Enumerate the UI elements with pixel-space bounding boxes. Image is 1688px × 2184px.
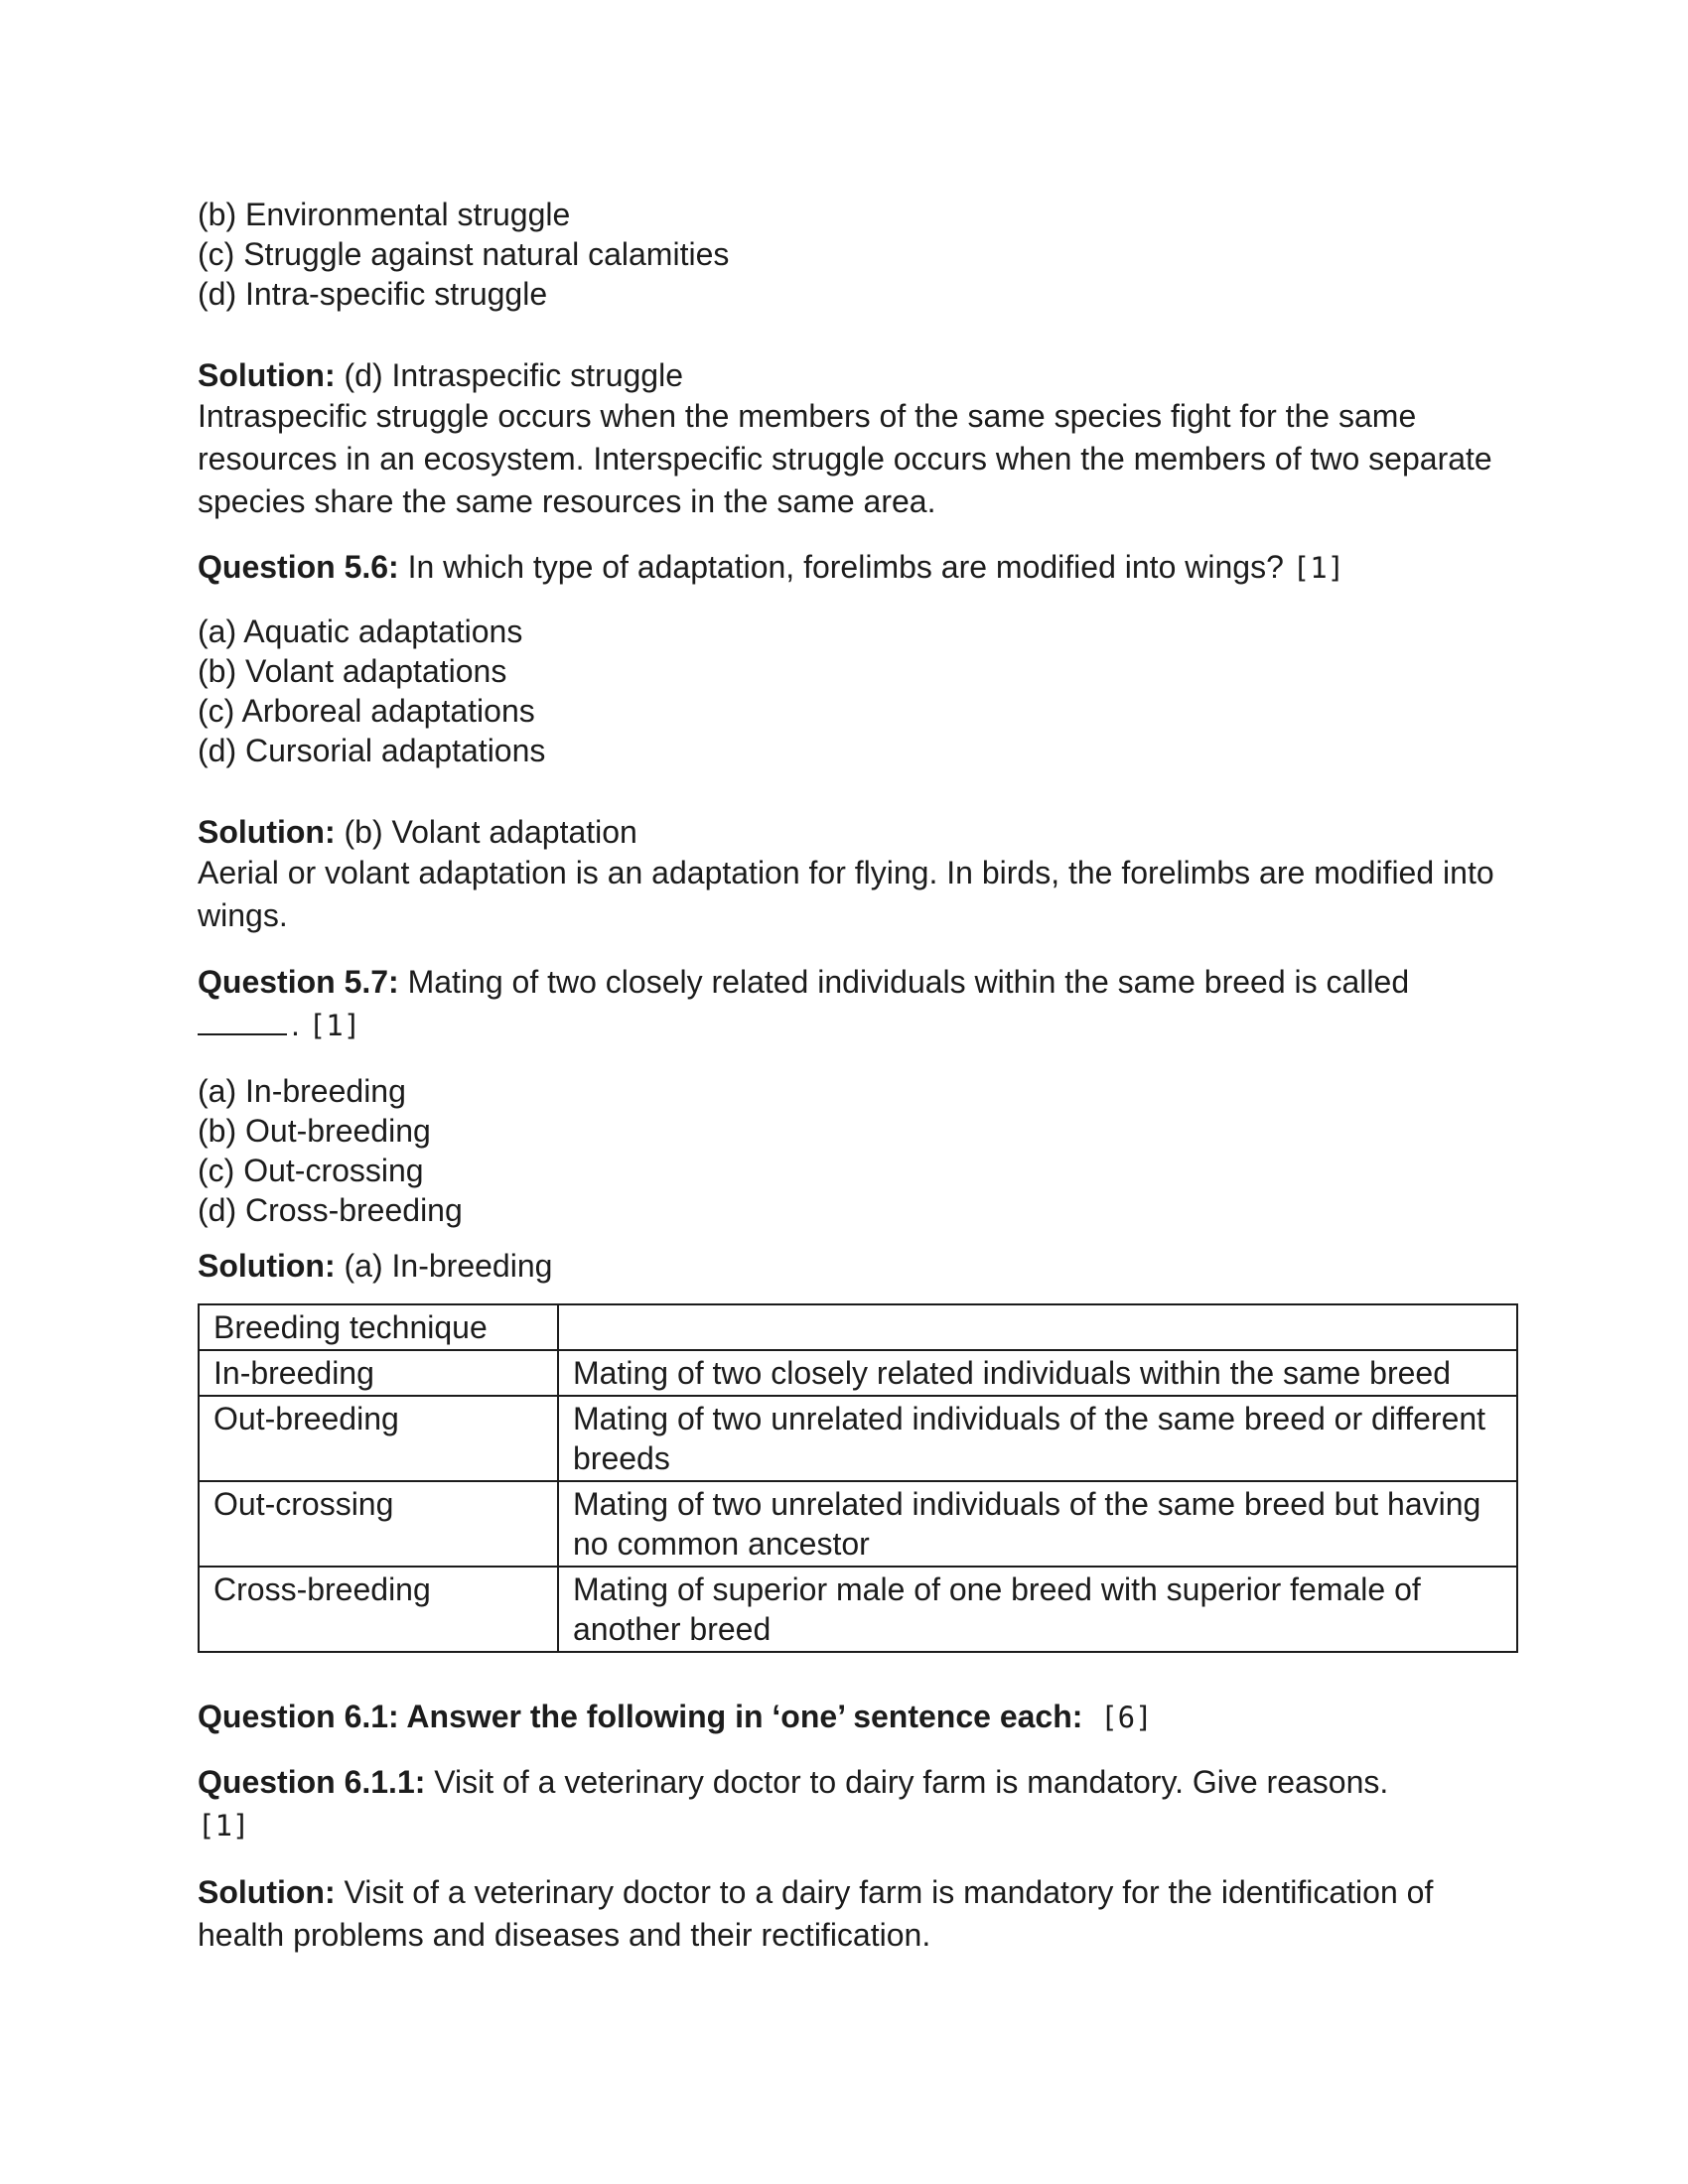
marks: [1]	[1292, 551, 1345, 585]
q611-solution	[198, 1871, 1518, 1957]
question-label: Question 5.6:	[198, 549, 399, 585]
table-row	[199, 1567, 1517, 1652]
option: (d) Cross-breeding	[198, 1192, 463, 1228]
document-page	[198, 195, 1518, 1957]
solution-explanation: Intraspecific struggle occurs when the members of the same species fight for the same resources in an ecosystem. Interspecific struggle occurs when the members of two separate species share the same resources in the same area.	[198, 398, 1492, 519]
q56-solution	[198, 812, 1518, 937]
solution-answer: (a) In-breeding	[344, 1248, 553, 1284]
question-6-1-1	[198, 1761, 1518, 1847]
table-cell: In-breeding	[199, 1350, 558, 1396]
question-text: Visit of a veterinary doctor to dairy farm is mandatory. Give reasons.	[434, 1764, 1389, 1800]
table-header-cell: Breeding technique	[199, 1304, 558, 1350]
q57-solution	[198, 1246, 1518, 1286]
option: (c) Out-crossing	[198, 1153, 424, 1188]
option: (d) Intra-specific struggle	[198, 276, 548, 312]
blank-suffix: .	[291, 1007, 300, 1042]
question-label: Question 6.1: Answer the following in ‘one’ sentence each:	[198, 1699, 1083, 1734]
option: (d) Cursorial adaptations	[198, 733, 546, 768]
option: (b) Volant adaptations	[198, 653, 507, 689]
question-5-6	[198, 547, 1518, 588]
option: (c) Struggle against natural calamities	[198, 236, 730, 272]
option: (a) Aquatic adaptations	[198, 614, 523, 649]
table-cell: Cross-breeding	[199, 1567, 558, 1652]
question-text: In which type of adaptation, forelimbs are modified into wings?	[407, 549, 1284, 585]
q57-options	[198, 1071, 1518, 1230]
breeding-technique-table	[198, 1303, 1518, 1653]
q55-options	[198, 195, 1518, 314]
table-row	[199, 1396, 1517, 1481]
solution-answer: (b) Volant adaptation	[344, 814, 637, 850]
question-label: Question 5.7:	[198, 964, 399, 1000]
option: (a) In-breeding	[198, 1073, 406, 1109]
table-row	[199, 1350, 1517, 1396]
table-header-cell	[558, 1304, 1517, 1350]
q55-solution	[198, 355, 1518, 523]
option: (b) Environmental struggle	[198, 197, 571, 232]
option: (b) Out-breeding	[198, 1113, 431, 1149]
question-text: Mating of two closely related individuals within the same breed is called	[407, 964, 1410, 1000]
solution-explanation: Visit of a veterinary doctor to a dairy farm is mandatory for the identification of health problems and diseases and their rectification.	[198, 1874, 1434, 1953]
table-header-row	[199, 1304, 1517, 1350]
solution-label: Solution:	[198, 814, 336, 850]
marks: [6]	[1100, 1701, 1153, 1734]
question-label: Question 6.1.1:	[198, 1764, 426, 1800]
q56-options	[198, 612, 1518, 770]
solution-paragraph	[198, 1871, 1518, 1957]
solution-label: Solution:	[198, 1874, 336, 1910]
table-cell: Mating of two unrelated individuals of the same breed but having no common ancestor	[558, 1481, 1517, 1567]
marks: [1]	[198, 1809, 250, 1843]
table-cell: Mating of superior male of one breed with superior female of another breed	[558, 1567, 1517, 1652]
solution-label: Solution:	[198, 357, 336, 393]
solution-answer: (d) Intraspecific struggle	[344, 357, 683, 393]
table-row	[199, 1481, 1517, 1567]
solution-label: Solution:	[198, 1248, 336, 1284]
option: (c) Arboreal adaptations	[198, 693, 535, 729]
table-cell: Mating of two unrelated individuals of the same breed or different breeds	[558, 1396, 1517, 1481]
marks: [1]	[308, 1009, 361, 1042]
table-cell: Mating of two closely related individuals within the same breed	[558, 1350, 1517, 1396]
question-5-7	[198, 961, 1518, 1047]
question-6-1	[198, 1697, 1518, 1737]
table-cell: Out-breeding	[199, 1396, 558, 1481]
answer-blank	[198, 1033, 287, 1035]
solution-explanation: Aerial or volant adaptation is an adaptation for flying. In birds, the forelimbs are modified into wings.	[198, 855, 1494, 933]
table-cell: Out-crossing	[199, 1481, 558, 1567]
